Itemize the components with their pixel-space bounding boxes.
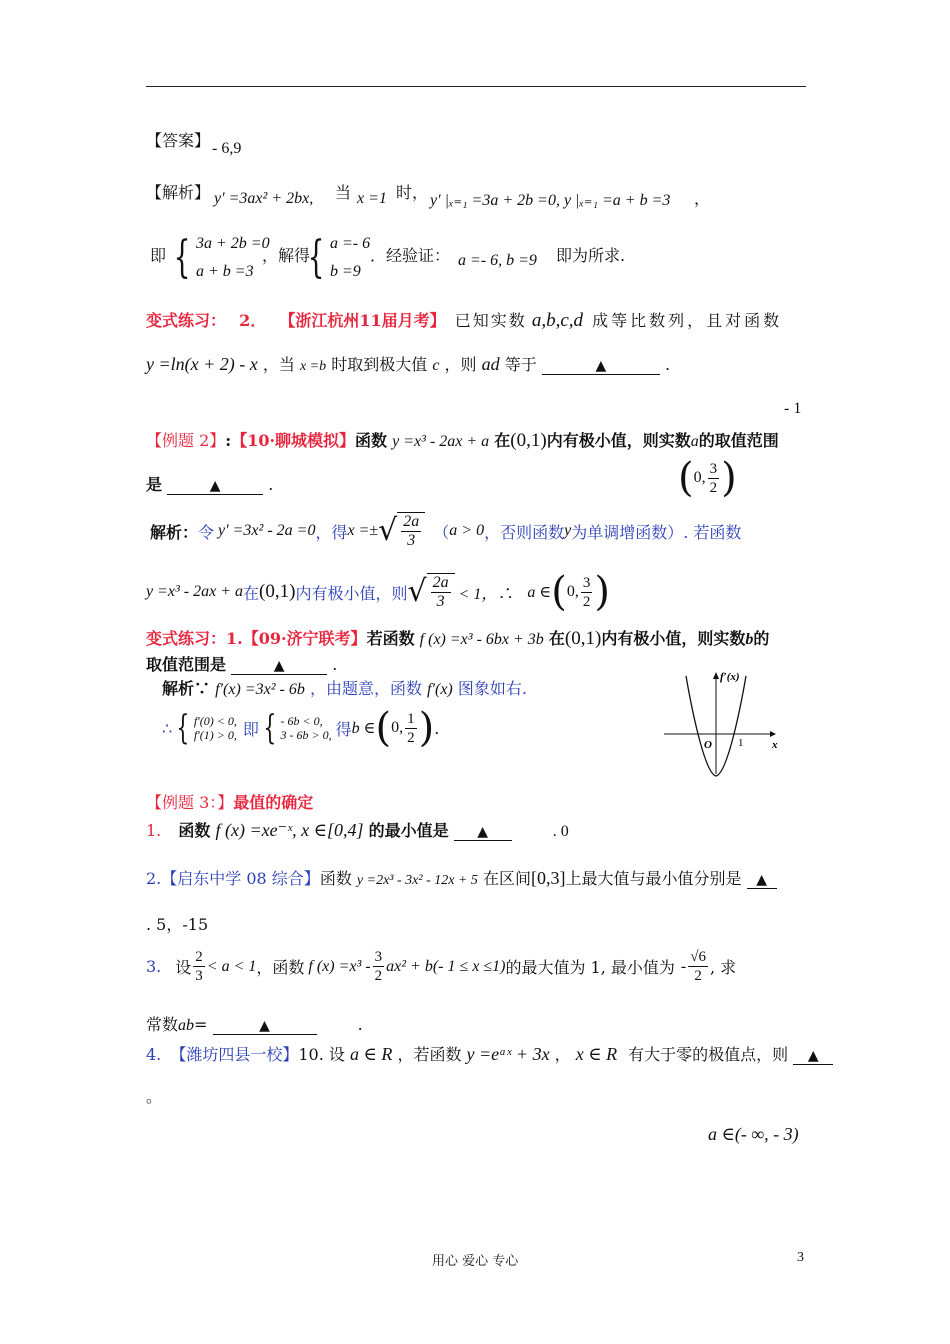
var1-line1: 变式练习：1.【09·济宁联考】若函数 f (x) =x³ - 6bx + 3b 在(0,1)内有极小值，则实数b的 bbox=[146, 628, 770, 649]
footer-center: 用心 爱心 专心 bbox=[432, 1254, 519, 1269]
var2-line2: y =ln(x + 2) - x ，当 x =b 时取到极大值 c ，则 ad 等于 ▲ . bbox=[146, 354, 671, 374]
ex2-line2: 是 ▲ . bbox=[146, 475, 274, 494]
solve-label: ，解得 bbox=[262, 246, 311, 265]
analysis-tag: 【解析】 bbox=[146, 183, 211, 202]
analysis-time: 时， bbox=[396, 183, 429, 202]
derivative-graph bbox=[660, 662, 786, 780]
var1-line2: 取值范围是 ▲ . bbox=[146, 655, 338, 674]
graph-one: 1 bbox=[738, 737, 744, 749]
var1-analysis-line2: ∴ { f′(0) < 0, f′(1) > 0, 即 { - 6b < 0, 3 - 6b > 0, 得 b ∈ ( 0, $\frac{1}{2}$ ) . bbox=[162, 705, 440, 751]
ex3-q1: 1. 函数 f (x) =xe⁻ˣ, x ∈[0,4] 的最小值是 ▲ . 0 bbox=[146, 820, 569, 840]
ex3-q4-answer: a ∈(- ∞, - 3) bbox=[708, 1124, 799, 1144]
ex3-q2-answer: . 5，-15 bbox=[146, 915, 209, 934]
graph-y-arrow bbox=[713, 672, 719, 679]
ex3-q4: 4. 【潍坊四县一校】10. 设 a ∈ R ，若函数 y =eᵃˣ + 3x ， x ∈ R 有大于零的极值点，则 ▲ bbox=[146, 1042, 833, 1065]
var1-analysis-line1: 解析∵ f′(x) =3x² - 6b ，由题意，函数 f′(x) 图象如右. bbox=[162, 679, 527, 698]
analysis-comma: ， bbox=[694, 189, 711, 208]
ex2-analysis-line2: y =x³ - 2ax + a 在 (0,1) 内有极小值，则 √ $\frac{2a}{3}$ < 1，∴ a ∈ ( 0, $\frac{3}{2}$ ) bbox=[146, 569, 610, 615]
ex3-q3: 3. 设 $\frac{2}{3}$ < a < 1 ，函数 f (x) =x³ - $\frac{3}{2}$ ax² + b(- 1 ≤ x ≤1) 的最大值为 1, 最小值为 - $\frac{√6}{2}$ , 求 bbox=[146, 949, 737, 984]
result-end: 即为所求. bbox=[556, 246, 626, 265]
var2-line1: 变式练习： 2． 【浙江杭州11届月考】 已知实数 a,b,c,d 成等比数列，且对函数 bbox=[146, 310, 783, 331]
system-2: { a =- 6 b =9 bbox=[307, 232, 371, 283]
system-1: { 3a + 2b =0 a + b =3 bbox=[173, 232, 270, 283]
page-number: 3 bbox=[797, 1250, 804, 1265]
graph-x-arrow bbox=[770, 731, 776, 737]
ji-label: 即 bbox=[150, 246, 167, 265]
ex2-line1: 【例题 2】:【10·聊城模拟】函数 y =x³ - 2ax + a 在(0,1)内有极小值，则实数a的取值范围 bbox=[146, 430, 779, 451]
graph-origin: O bbox=[704, 739, 712, 751]
ex3-q2: 2.【启东中学 08 综合】函数 y =2x³ - 3x² - 12x + 5 在区间[0,3]上最大值与最小值分别是 ▲ bbox=[146, 866, 777, 889]
ex3-header: 【例题 3：】最值的确定 bbox=[146, 793, 314, 812]
graph-title: f′(x) bbox=[720, 671, 740, 683]
analysis-equations: y′ |ₓ₌₁ =3a + 2b =0, y |ₓ₌₁ =a + b =3 bbox=[430, 192, 671, 209]
header-rule bbox=[146, 86, 806, 87]
check-label: ．经验证： bbox=[370, 246, 451, 265]
derivative-expr: y′ =3ax² + 2bx, bbox=[214, 190, 314, 207]
ex3-q3-line2: 常数ab= ▲ . bbox=[146, 1015, 363, 1034]
ex3-q4-end: 。 bbox=[146, 1087, 163, 1106]
result-expr: a =- 6, b =9 bbox=[458, 252, 537, 269]
ex2-analysis-line1: 解析： 令 y′ =3x² - 2a =0 ，得 x =± √ $\frac{2a}{3}$ （ a > 0 ，否则函数 y 为单调增函数）. 若函数 bbox=[150, 513, 742, 549]
var2-answer: - 1 bbox=[784, 400, 802, 417]
answer-tag: 【答案】 bbox=[146, 131, 211, 150]
analysis-cond: x =1 bbox=[357, 190, 387, 207]
answer-value: - 6,9 bbox=[212, 140, 242, 157]
graph-x-label: x bbox=[772, 739, 778, 751]
ex2-answer: ( 0, $\frac{3}{2}$ ) bbox=[678, 455, 737, 501]
analysis-when: 当 bbox=[335, 183, 352, 202]
